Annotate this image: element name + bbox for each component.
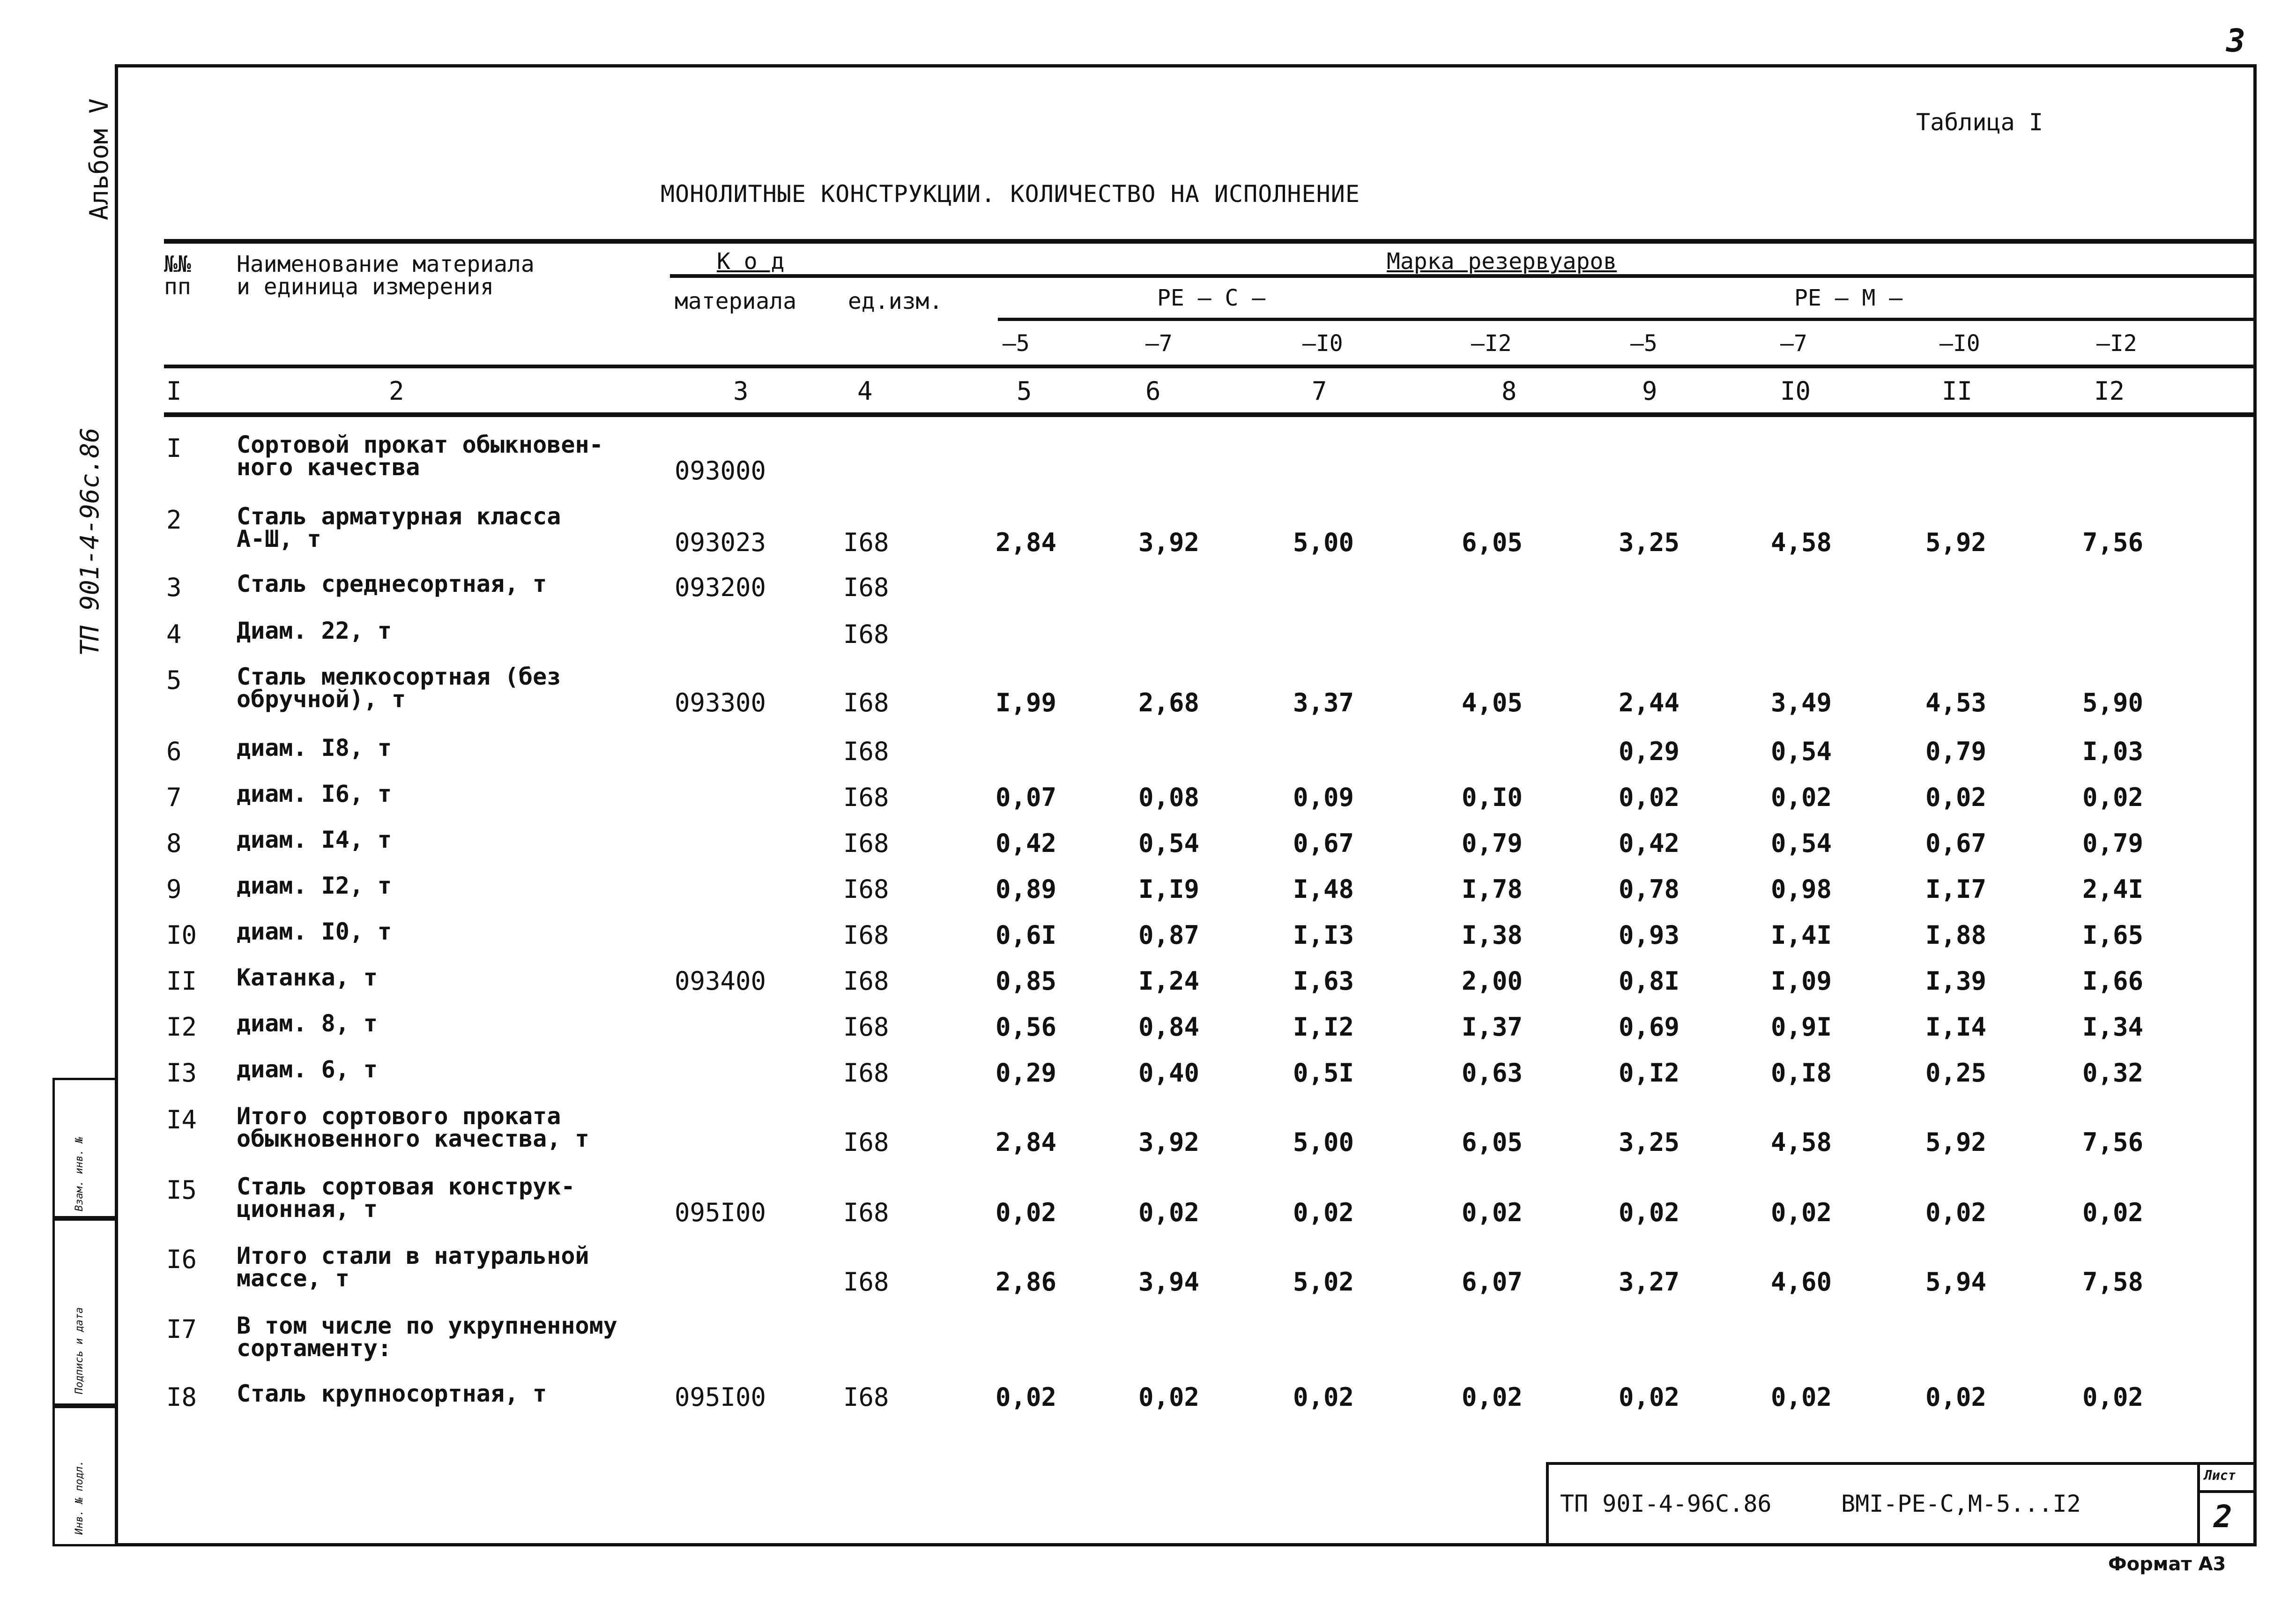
col-header-unit: ед.изм. — [848, 288, 943, 314]
row-unit: I68 — [843, 573, 889, 602]
row-number: 3 — [166, 573, 182, 602]
page-number: 3 — [2226, 22, 2245, 60]
col-number: I0 — [1780, 376, 1811, 406]
row-value: 0,02 — [2082, 783, 2144, 812]
row-value: 6,05 — [1462, 528, 1523, 557]
row-value: 2,84 — [996, 528, 1057, 557]
row-value: 3,49 — [1771, 688, 1832, 717]
row-value: 3,94 — [1138, 1267, 1200, 1297]
row-value: 3,25 — [1619, 528, 1680, 557]
row-value: I,09 — [1771, 966, 1832, 996]
row-value: 4,53 — [1925, 688, 1987, 717]
row-value: I,39 — [1925, 966, 1987, 996]
row-name: Итого стали в натуральной массе, т — [237, 1242, 589, 1292]
row-number: 7 — [166, 783, 182, 812]
col-number: 2 — [389, 376, 404, 406]
row-value: I,I7 — [1925, 874, 1987, 904]
row-number: I — [166, 433, 182, 463]
row-value: 5,94 — [1925, 1267, 1987, 1297]
doc-code: ТП 90I-4-96С.86 — [1560, 1490, 1772, 1517]
format-label: Формат А3 — [2108, 1553, 2226, 1575]
row-unit: I68 — [843, 1012, 889, 1042]
row-number: I3 — [166, 1058, 197, 1088]
row-value: 0,08 — [1138, 783, 1200, 812]
table-rule — [164, 239, 2256, 244]
col-header-size: –7 — [1780, 330, 1807, 357]
row-value: 7,58 — [2082, 1267, 2144, 1297]
row-number: I2 — [166, 1012, 197, 1042]
row-value: 6,05 — [1462, 1127, 1523, 1157]
row-code: 095I00 — [675, 1382, 766, 1412]
col-header-material: материала — [675, 288, 797, 314]
row-value: 0,63 — [1462, 1058, 1523, 1088]
row-name: диам. 8, т — [237, 1010, 378, 1037]
row-value: 0,32 — [2082, 1058, 2144, 1088]
row-value: 0,54 — [1138, 828, 1200, 858]
row-number: I0 — [166, 920, 197, 950]
row-value: 0,02 — [996, 1382, 1057, 1412]
row-value: I,38 — [1462, 920, 1523, 950]
row-value: 0,02 — [1138, 1382, 1200, 1412]
row-value: 0,02 — [1771, 783, 1832, 812]
table-rule — [670, 274, 2256, 278]
row-value: 0,07 — [996, 783, 1057, 812]
row-value: 3,37 — [1293, 688, 1354, 717]
row-value: 5,90 — [2082, 688, 2144, 717]
row-value: I,65 — [2082, 920, 2144, 950]
row-value: 0,56 — [996, 1012, 1057, 1042]
row-value: 3,27 — [1619, 1267, 1680, 1297]
row-name: диам. I0, т — [237, 918, 392, 945]
col-header-size: –5 — [1003, 330, 1030, 357]
side-project-code: ТП 901-4-96с.86 — [75, 427, 104, 656]
sheet-box-divider — [2197, 1490, 2257, 1493]
row-code: 093200 — [675, 573, 766, 602]
row-value: 0,02 — [1771, 1382, 1832, 1412]
sheet-number: 2 — [2214, 1499, 2232, 1535]
row-value: 0,02 — [1619, 783, 1680, 812]
page-title: МОНОЛИТНЫЕ КОНСТРУКЦИИ. КОЛИЧЕСТВО НА ИСПОЛНЕНИЕ — [661, 180, 1360, 208]
row-value: I,I9 — [1138, 874, 1200, 904]
row-value: 5,92 — [1925, 1127, 1987, 1157]
row-name: диам. 6, т — [237, 1056, 378, 1083]
row-value: I,48 — [1293, 874, 1354, 904]
row-value: 0,I2 — [1619, 1058, 1680, 1088]
col-header-group-m: РЕ – М – — [1794, 285, 1903, 311]
row-value: 0,02 — [2082, 1198, 2144, 1227]
row-value: 0,02 — [1771, 1198, 1832, 1227]
row-unit: I68 — [843, 1382, 889, 1412]
col-header-size: –I2 — [2096, 330, 2137, 357]
row-name: Сталь крупносортная, т — [237, 1380, 547, 1407]
row-value: 0,02 — [1619, 1198, 1680, 1227]
col-header-group-c: РЕ – С – — [1157, 285, 1266, 311]
row-value: 3,92 — [1138, 1127, 1200, 1157]
row-number: 8 — [166, 828, 182, 858]
side-album-label: Альбом V — [84, 98, 114, 220]
table-rule — [164, 365, 2256, 368]
row-value: 0,6I — [996, 920, 1057, 950]
row-value: 4,05 — [1462, 688, 1523, 717]
row-value: 0,02 — [2082, 1382, 2144, 1412]
row-value: 4,58 — [1771, 528, 1832, 557]
row-name: Сталь среднесортная, т — [237, 570, 547, 597]
col-number: 7 — [1312, 376, 1327, 406]
row-value: 0,85 — [996, 966, 1057, 996]
row-value: 2,68 — [1138, 688, 1200, 717]
col-number: II — [1942, 376, 1973, 406]
col-number: 4 — [857, 376, 873, 406]
row-value: 0,02 — [1293, 1382, 1354, 1412]
row-value: 5,02 — [1293, 1267, 1354, 1297]
row-value: 0,84 — [1138, 1012, 1200, 1042]
row-value: 7,56 — [2082, 1127, 2144, 1157]
row-unit: I68 — [843, 737, 889, 766]
row-value: I,24 — [1138, 966, 1200, 996]
row-number: I8 — [166, 1382, 197, 1412]
col-header-code: К о д — [717, 248, 785, 275]
table-rule — [998, 318, 2256, 321]
row-name: Сталь арматурная класса А-Ш, т — [237, 503, 561, 552]
row-unit: I68 — [843, 920, 889, 950]
col-header-number: №№ пп — [164, 251, 191, 300]
row-value: 0,54 — [1771, 737, 1832, 766]
row-value: 0,09 — [1293, 783, 1354, 812]
row-value: 0,02 — [1619, 1382, 1680, 1412]
row-value: 0,54 — [1771, 828, 1832, 858]
row-value: I,4I — [1771, 920, 1832, 950]
side-box-label: Инв. № подл. — [74, 1460, 85, 1535]
row-value: 0,42 — [996, 828, 1057, 858]
row-name: Сортовой прокат обыкновен- ного качества — [237, 431, 603, 481]
row-value: 5,00 — [1293, 1127, 1354, 1157]
row-unit: I68 — [843, 1267, 889, 1297]
row-value: I,I2 — [1293, 1012, 1354, 1042]
row-unit: I68 — [843, 1127, 889, 1157]
row-name: Диам. 22, т — [237, 617, 392, 644]
row-name: диам. I6, т — [237, 780, 392, 807]
col-number: I2 — [2094, 376, 2125, 406]
row-code: 093300 — [675, 688, 766, 717]
row-name: Сталь сортовая конструк- ционная, т — [237, 1173, 575, 1223]
row-value: 0,29 — [996, 1058, 1057, 1088]
row-value: 0,79 — [2082, 828, 2144, 858]
sheet-code: ВМI-РЕ-С,М-5...I2 — [1841, 1490, 2081, 1517]
row-unit: I68 — [843, 828, 889, 858]
col-number: 8 — [1501, 376, 1517, 406]
col-number: 9 — [1642, 376, 1657, 406]
row-value: 0,42 — [1619, 828, 1680, 858]
row-value: 0,9I — [1771, 1012, 1832, 1042]
row-number: II — [166, 966, 197, 996]
row-name: Итого сортового проката обыкновенного качества, т — [237, 1103, 589, 1152]
row-code: 093000 — [675, 456, 766, 485]
row-number: I4 — [166, 1105, 197, 1134]
row-name: Катанка, т — [237, 964, 378, 991]
row-number: 5 — [166, 665, 182, 695]
side-box-label: Подпись и дата — [74, 1307, 85, 1394]
row-unit: I68 — [843, 1058, 889, 1088]
row-value: 4,60 — [1771, 1267, 1832, 1297]
row-number: I6 — [166, 1245, 197, 1274]
row-value: 0,8I — [1619, 966, 1680, 996]
row-value: 3,25 — [1619, 1127, 1680, 1157]
row-number: 6 — [166, 737, 182, 766]
col-header-size: –I0 — [1302, 330, 1343, 357]
table-label: Таблица I — [1916, 109, 2043, 136]
table-rule — [164, 412, 2256, 417]
row-value: 0,5I — [1293, 1058, 1354, 1088]
row-number: 9 — [166, 874, 182, 904]
row-number: 2 — [166, 505, 182, 535]
row-unit: I68 — [843, 688, 889, 717]
row-value: 0,79 — [1462, 828, 1523, 858]
side-box-label: Взам. инв. № — [74, 1137, 85, 1211]
col-number: 5 — [1017, 376, 1032, 406]
row-unit: I68 — [843, 874, 889, 904]
row-unit: I68 — [843, 528, 889, 557]
row-value: 0,02 — [1462, 1382, 1523, 1412]
row-value: I,63 — [1293, 966, 1354, 996]
side-box-signature — [52, 1218, 118, 1406]
row-value: 0,40 — [1138, 1058, 1200, 1088]
row-value: 0,02 — [1925, 1198, 1987, 1227]
row-code: 093400 — [675, 966, 766, 996]
col-header-size: –I2 — [1471, 330, 1512, 357]
row-value: 4,58 — [1771, 1127, 1832, 1157]
row-value: 2,44 — [1619, 688, 1680, 717]
row-value: 0,93 — [1619, 920, 1680, 950]
row-value: 0,89 — [996, 874, 1057, 904]
row-name: В том числе по укрупненному сортаменту: — [237, 1312, 617, 1362]
row-value: I,37 — [1462, 1012, 1523, 1042]
col-number: 3 — [733, 376, 749, 406]
row-unit: I68 — [843, 1198, 889, 1227]
row-value: 0,I0 — [1462, 783, 1523, 812]
col-number: 6 — [1145, 376, 1161, 406]
row-code: 093023 — [675, 528, 766, 557]
col-header-size: –I0 — [1939, 330, 1980, 357]
col-header-size: –5 — [1630, 330, 1657, 357]
row-value: 0,29 — [1619, 737, 1680, 766]
row-value: 2,86 — [996, 1267, 1057, 1297]
side-box-inventory — [52, 1406, 118, 1546]
row-value: 5,92 — [1925, 528, 1987, 557]
side-box-replace — [52, 1078, 118, 1218]
row-value: 0,02 — [1462, 1198, 1523, 1227]
row-number: 4 — [166, 619, 182, 649]
row-value: 0,67 — [1293, 828, 1354, 858]
row-unit: I68 — [843, 619, 889, 649]
row-value: 5,00 — [1293, 528, 1354, 557]
row-value: 2,84 — [996, 1127, 1057, 1157]
row-value: 0,25 — [1925, 1058, 1987, 1088]
row-value: I,I4 — [1925, 1012, 1987, 1042]
col-number: I — [166, 376, 182, 406]
row-value: 0,02 — [996, 1198, 1057, 1227]
row-value: I,88 — [1925, 920, 1987, 950]
row-number: I7 — [166, 1314, 197, 1344]
col-header-brand: Марка резервуаров — [1387, 248, 1617, 275]
row-value: 2,4I — [2082, 874, 2144, 904]
row-name: диам. I4, т — [237, 826, 392, 853]
col-header-name: Наименование материала и единица измерения — [237, 251, 535, 300]
row-value: I,99 — [996, 688, 1057, 717]
row-value: 6,07 — [1462, 1267, 1523, 1297]
row-value: 0,02 — [1925, 1382, 1987, 1412]
row-value: 3,92 — [1138, 528, 1200, 557]
row-name: Сталь мелкосортная (без обручной), т — [237, 663, 561, 713]
row-value: 2,00 — [1462, 966, 1523, 996]
row-value: 0,87 — [1138, 920, 1200, 950]
row-value: 0,78 — [1619, 874, 1680, 904]
sheet-label: Лист — [2204, 1468, 2236, 1483]
row-value: 0,98 — [1771, 874, 1832, 904]
row-value: 0,02 — [1138, 1198, 1200, 1227]
row-name: диам. I2, т — [237, 872, 392, 899]
row-value: 7,56 — [2082, 528, 2144, 557]
row-value: I,34 — [2082, 1012, 2144, 1042]
row-value: 0,67 — [1925, 828, 1987, 858]
row-name: диам. I8, т — [237, 734, 392, 761]
row-unit: I68 — [843, 783, 889, 812]
row-value: I,03 — [2082, 737, 2144, 766]
row-value: I,66 — [2082, 966, 2144, 996]
row-value: 0,02 — [1293, 1198, 1354, 1227]
row-code: 095I00 — [675, 1198, 766, 1227]
row-number: I5 — [166, 1175, 197, 1205]
row-unit: I68 — [843, 966, 889, 996]
row-value: 0,69 — [1619, 1012, 1680, 1042]
row-value: 0,02 — [1925, 783, 1987, 812]
row-value: I,I3 — [1293, 920, 1354, 950]
row-value: I,78 — [1462, 874, 1523, 904]
row-value: 0,I8 — [1771, 1058, 1832, 1088]
col-header-size: –7 — [1145, 330, 1173, 357]
row-value: 0,79 — [1925, 737, 1987, 766]
